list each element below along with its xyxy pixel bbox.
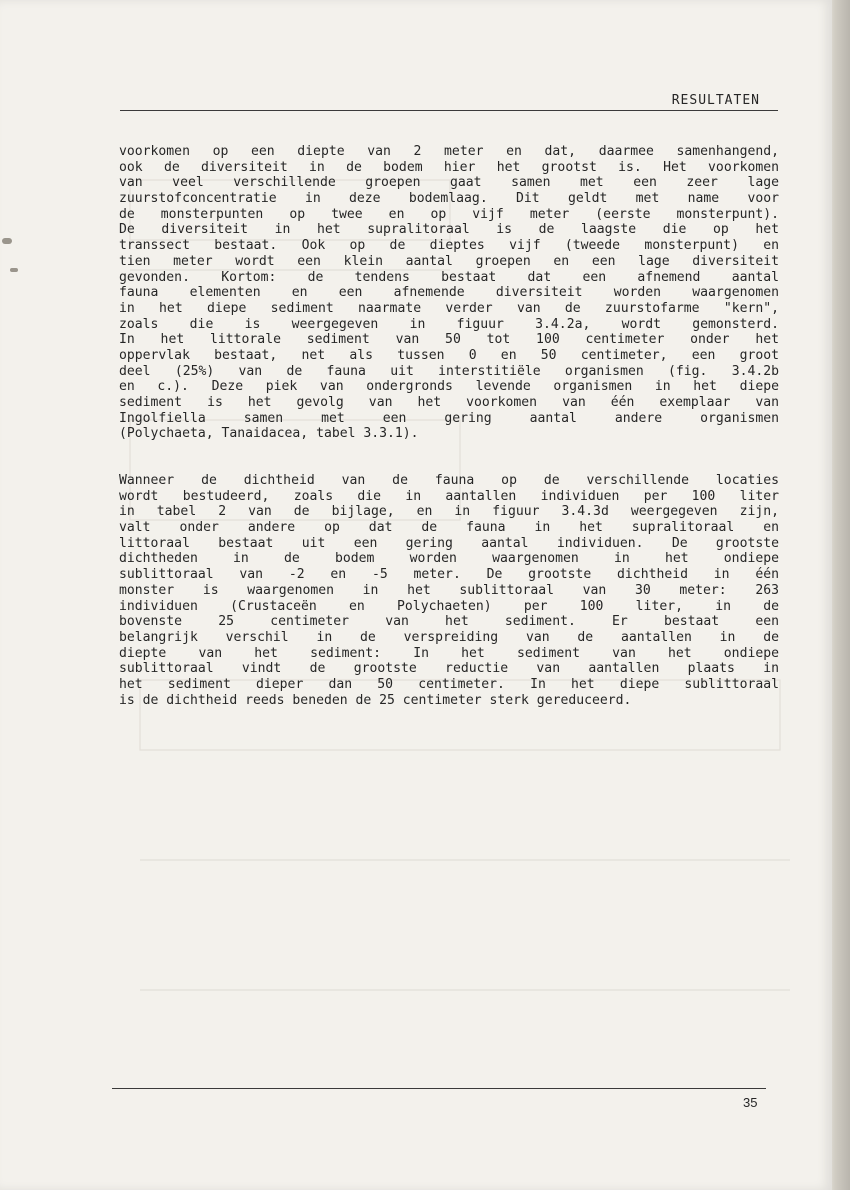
running-header: RESULTATEN [671, 93, 760, 108]
text-line: ook de diversiteit in de bodem hier het grootst is. Het voorkomen [119, 159, 779, 175]
text-line: diepte van het sediment: In het sediment van het ondiepe [119, 645, 779, 661]
binder-hole-mark [2, 238, 12, 244]
text-line: valt onder andere op dat de fauna in het supralitoraal en [119, 520, 779, 536]
text-line: voorkomen op een diepte van 2 meter en dat, daarmee samenhangend, [119, 144, 779, 159]
text-line: oppervlak bestaat, net als tussen 0 en 50 centimeter, een groot [119, 347, 779, 363]
text-line: in tabel 2 van de bijlage, en in figuur 3.4.3d weergegeven zijn, [119, 504, 779, 520]
text-line: bovenste 25 centimeter van het sediment. Er bestaat een [119, 614, 779, 630]
text-line: (Polychaeta, Tanaidacea, tabel 3.3.1). [119, 426, 419, 442]
paragraph-1 [119, 144, 779, 442]
text-line: transsect bestaat. Ook op de dieptes vijf (tweede monsterpunt) en [119, 238, 779, 254]
text-line: Wanneer de dichtheid van de fauna op de verschillende locaties [119, 473, 779, 488]
text-line: en c.). Deze piek van ondergronds levende organismen in het diepe [119, 379, 779, 395]
text-line: fauna elementen en een afnemende diversiteit worden waargenomen [119, 285, 779, 301]
text-line: sublittoraal van -2 en -5 meter. De grootste dichtheid in één [119, 567, 779, 583]
text-line: is de dichtheid reeds beneden de 25 centimeter sterk gereduceerd. [119, 692, 632, 708]
text-line: dichtheden in de bodem worden waargenomen in het ondiepe [119, 551, 779, 567]
footer-rule [112, 1088, 766, 1089]
header-rule [120, 110, 778, 111]
text-line: monster is waargenomen in het sublittoraal van 30 meter: 263 [119, 582, 779, 598]
text-line: Ingolfiella samen met een gering aantal andere organismen [119, 410, 779, 426]
text-line: de monsterpunten op twee en op vijf meter (eerste monsterpunt). [119, 206, 779, 222]
text-line: tien meter wordt een klein aantal groepen en een lage diversiteit [119, 253, 779, 269]
text-line: het sediment dieper dan 50 centimeter. In het diepe sublittoraal [119, 676, 779, 692]
text-line: De diversiteit in het supralitoraal is de laagste die op het [119, 222, 779, 238]
text-line: In het littorale sediment van 50 tot 100 centimeter onder het [119, 332, 779, 348]
text-line: wordt bestudeerd, zoals die in aantallen individuen per 100 liter [119, 488, 779, 504]
text-line: in het diepe sediment naarmate verder van de zuurstofarme "kern", [119, 300, 779, 316]
text-line: littoraal bestaat uit een gering aantal individuen. De grootste [119, 535, 779, 551]
text-line: zoals die is weergegeven in figuur 3.4.2a, wordt gemonsterd. [119, 316, 779, 332]
text-line: sublittoraal vindt de grootste reductie van aantallen plaats in [119, 661, 779, 677]
text-line: zuurstofconcentratie in deze bodemlaag. Dit geldt met name voor [119, 191, 779, 207]
text-line: individuen (Crustaceën en Polychaeten) per 100 liter, in de [119, 598, 779, 614]
text-line: belangrijk verschil in de verspreiding van de aantallen in de [119, 629, 779, 645]
paragraph-2 [119, 473, 779, 708]
page-number: 35 [743, 1095, 758, 1110]
text-line: van veel verschillende groepen gaat samen met een zeer lage [119, 175, 779, 191]
text-line: sediment is het gevolg van het voorkomen van één exemplaar van [119, 395, 779, 410]
text-line: gevonden. Kortom: de tendens bestaat dat een afnemend aantal [119, 269, 779, 285]
text-line: deel (25%) van de fauna uit interstitiële organismen (fig. 3.4.2b [119, 363, 779, 379]
binder-hole-mark [10, 268, 18, 272]
